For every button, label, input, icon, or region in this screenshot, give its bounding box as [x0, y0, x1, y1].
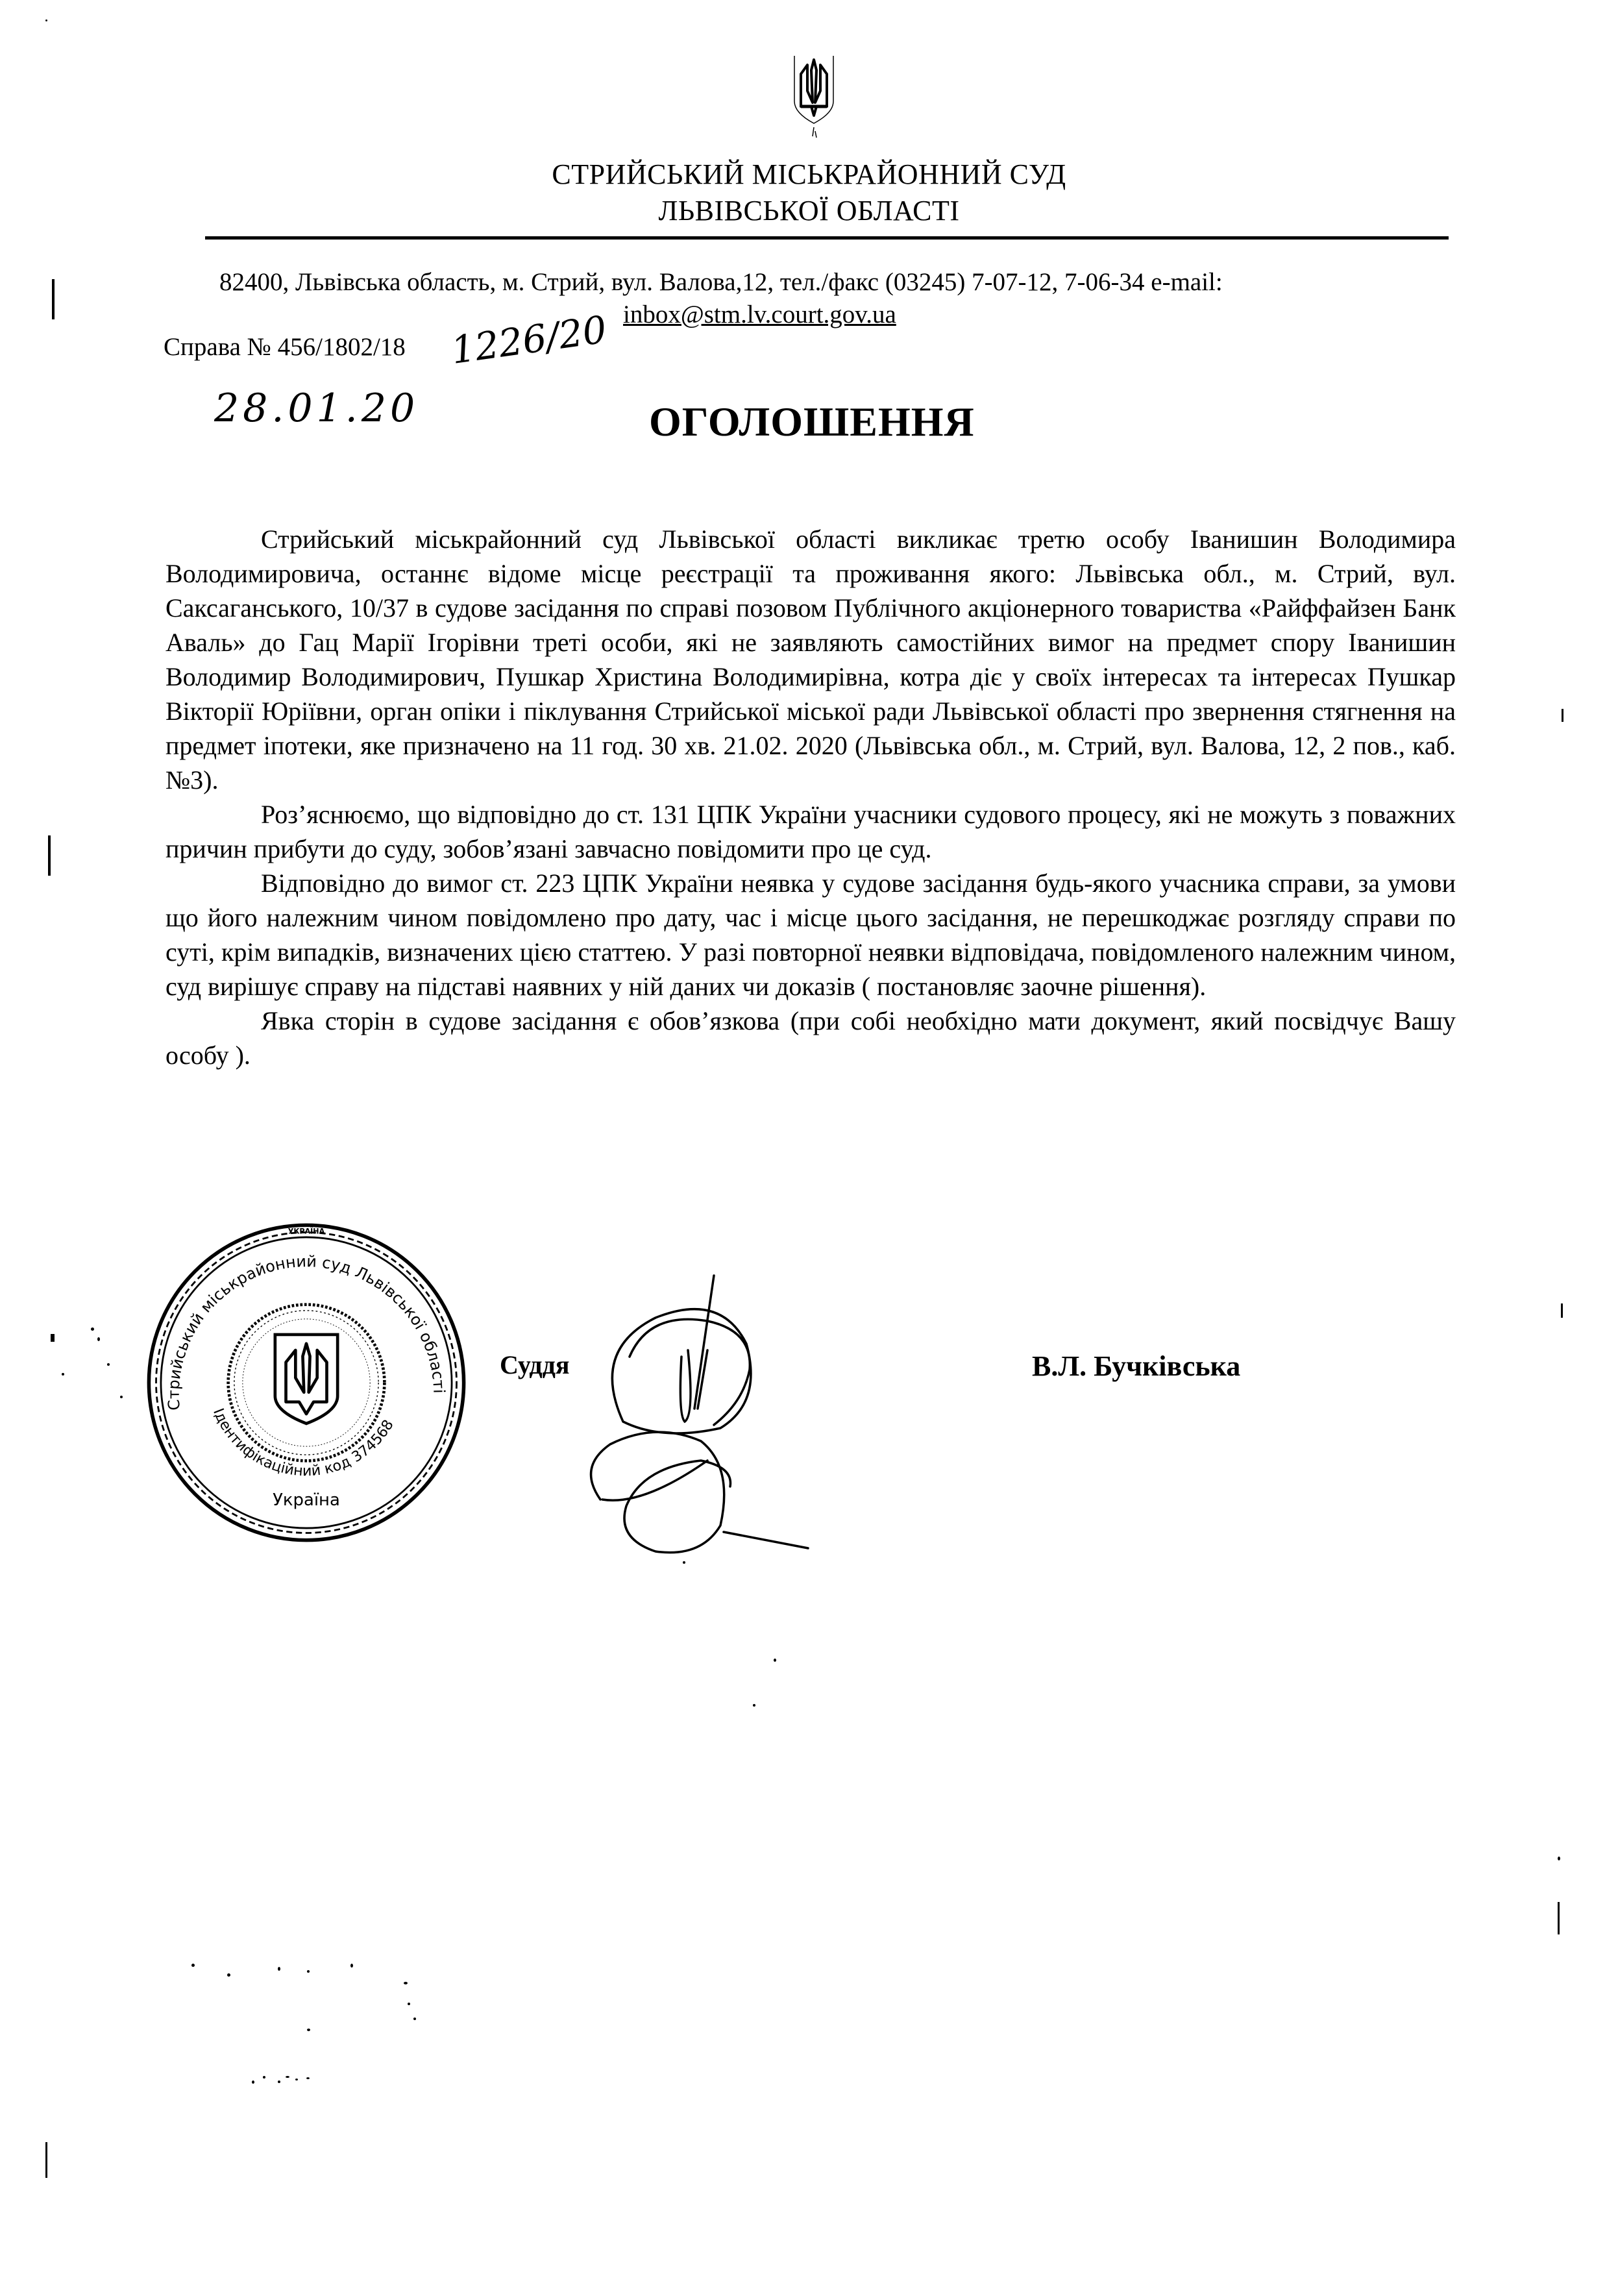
scan-speck [263, 2076, 265, 2079]
scan-speck [1558, 1857, 1560, 1860]
scan-speck [774, 1659, 776, 1662]
scan-speck [307, 1970, 310, 1973]
scan-artifact [1558, 1902, 1560, 1934]
court-name-line1: СТРИЙСЬКИЙ МІСЬКРАЙОННИЙ СУД [552, 158, 1066, 190]
signature [584, 1272, 948, 1558]
seal-inner-text: Ідентифікаційний код 374568 [209, 1405, 397, 1480]
notice-paragraph: Роз’яснюємо, що відповідно до ст. 131 ЦПК України учасники судового процесу, які не можуть з поважних причин прибути до суду, зобов’язані завчасно повідомити про це суд. [165, 800, 1456, 863]
court-address: 82400, Львівська область, м. Стрий, вул. Валова,12, тел./факс (03245) 7-07-12, 7-06-34 e-mail: [219, 268, 1223, 296]
handwritten-registration: 1226/20 [448, 307, 609, 373]
scan-artifact [45, 2142, 47, 2178]
scan-speck [62, 1373, 64, 1376]
scan-speck [350, 1964, 353, 1968]
scan-speck [286, 2076, 289, 2078]
notice-paragraph: Відповідно до вимог ст. 223 ЦПК України неявка у судове засідання будь-якого учасника справи, за умови що його належним чином повідомлено про дату, час і місце цього засідання, не перешкоджає розгляду справи по суті, крім випадків, визначених цією статтею. У разі повторної неявки відповідача, повідомленого належним чином, суд вирішує справу на підставі наявних у ній даних чи доказів ( постановляє заочне рішення). [165, 869, 1456, 1001]
seal-outer-text: Стрийський міськрайонний суд Львівської області [164, 1252, 448, 1411]
court-email-link[interactable]: inbox@stm.lv.court.gov.ua [623, 301, 896, 328]
header-divider [205, 236, 1449, 240]
scan-artifact [1561, 1303, 1563, 1318]
judge-title: Суддя [500, 1350, 570, 1379]
judge-name: В.Л. Бучківська [1032, 1350, 1241, 1382]
court-name-line2: ЛЬВІВСЬКОЇ ОБЛАСТІ [658, 195, 960, 227]
scan-speck [120, 1396, 123, 1398]
ukraine-trident-icon [791, 51, 837, 148]
scan-speck [404, 1982, 408, 1984]
court-seal [144, 1220, 469, 1545]
scan-speck [278, 1967, 280, 1971]
scan-artifact [48, 835, 51, 876]
scan-speck [413, 2018, 416, 2020]
scan-artifact [1562, 709, 1563, 722]
scan-speck [252, 2080, 254, 2084]
seal-bottom-text: Україна [273, 1490, 340, 1510]
scan-speck [753, 1704, 755, 1707]
document-heading: ОГОЛОШЕННЯ [649, 399, 975, 445]
scan-speck [45, 19, 47, 21]
scan-speck [295, 2079, 298, 2080]
scan-speck [227, 1973, 230, 1977]
notice-paragraph: Явка сторін в судове засідання є обов’язкова (при собі необхідно мати документ, який посвідчує Вашу особу ). [165, 1006, 1456, 1070]
scan-speck [408, 2003, 410, 2005]
scan-speck [191, 1964, 195, 1967]
scan-speck [91, 1327, 94, 1331]
scan-artifact [52, 279, 55, 319]
case-number: Справа № 456/1802/18 [164, 333, 406, 361]
scan-speck [307, 2029, 310, 2031]
scan-speck [97, 1337, 100, 1341]
notice-body [165, 522, 1456, 1072]
seal-border-text: УКРАЇНА [288, 1227, 325, 1236]
scan-speck [306, 2077, 310, 2079]
scan-speck [107, 1363, 110, 1366]
scan-speck [278, 2080, 280, 2083]
handwritten-date: 28.01.20 [214, 386, 419, 431]
notice-paragraph: Стрийський міськрайонний суд Львівської області викликає третю особу Іванишин Володимира Володимировича, останнє відоме місце реєстрації та проживання якого: Львівська обл., м. Стрий, вул. Саксаганського, 10/37 в судове засідання по справі позовом Публічного акціонерного товариства «Райффайзен Банк Аваль» до Гац Марії Ігорівни треті особи, які не заявляють самостійних вимог на предмет спору Іванишин Володимир Володимирович, Пушкар Христина Володимирівна, котра діє у своїх інтересах та інтересах Пушкар Вікторії Юріївни, орган опіки і піклування Стрийської міської ради Львівської області про звернення стягнення на предмет іпотеки, яке призначено на 11 год. 30 хв. 21.02. 2020 (Львівська обл., м. Стрий, вул. Валова, 12, 2 пов., каб. №3). [165, 525, 1456, 795]
scan-speck [683, 1561, 685, 1564]
scan-artifact [51, 1334, 55, 1342]
